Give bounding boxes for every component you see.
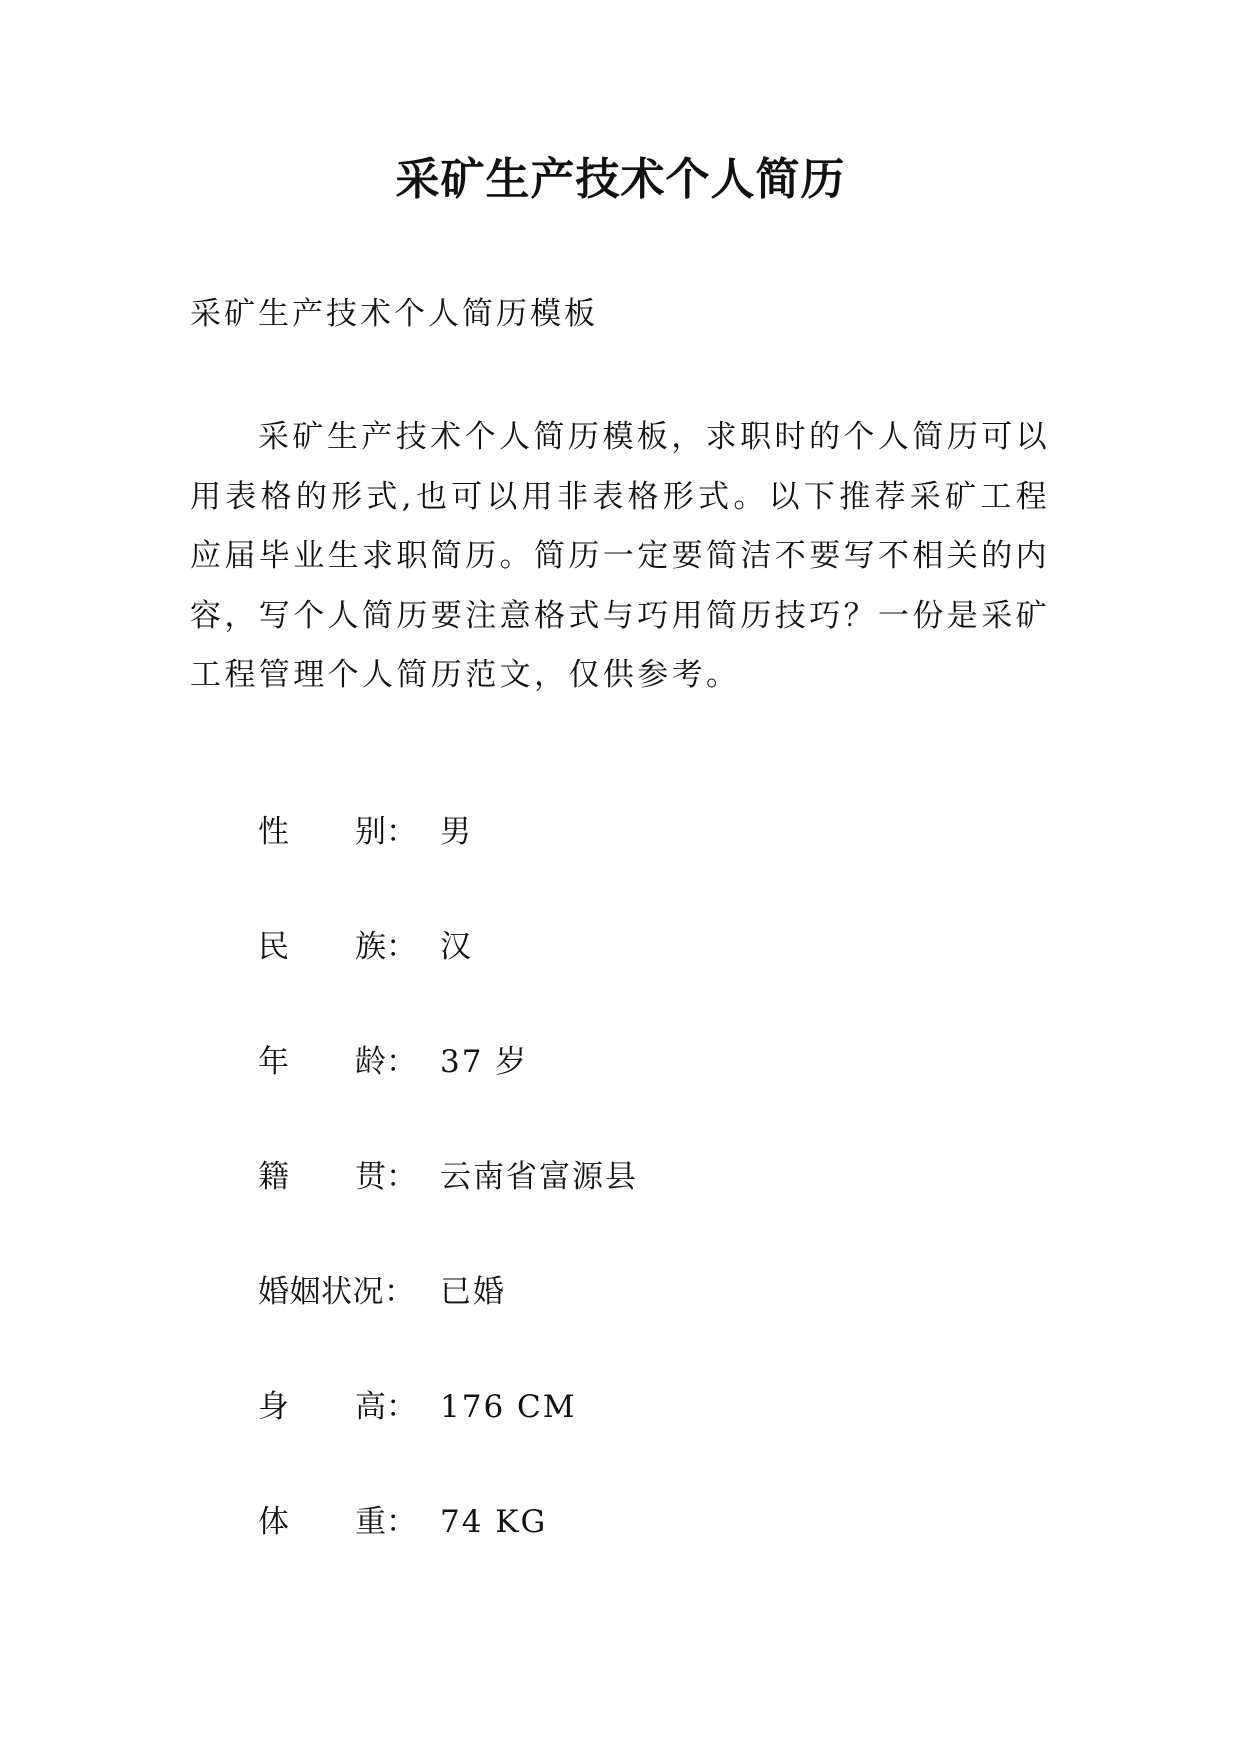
- field-value-hometown: 云南省富源县: [440, 1159, 638, 1195]
- field-value-marital-status: 已婚: [440, 1274, 506, 1310]
- field-hometown: [258, 1155, 638, 1199]
- field-label-first: 民: [258, 929, 289, 965]
- field-age: [258, 1040, 528, 1084]
- field-value-height: 176 CM: [440, 1389, 577, 1425]
- field-gender: [258, 810, 473, 854]
- intro-paragraph: 采矿生产技术个人简历模板，求职时的个人简历可以用表格的形式,也可以用非表格形式。以下推荐采矿工程应届毕业生求职简历。简历一定要简洁不要写不相关的内容，写个人简历要注意格式与巧用简历技巧？一份是采矿工程管理个人简历范文，仅供参考。: [190, 419, 1050, 693]
- field-weight: [258, 1500, 547, 1544]
- field-label-last: 贯：: [355, 1159, 417, 1195]
- document-title: 采矿生产技术个人简历: [395, 154, 846, 205]
- field-label: [258, 1270, 440, 1314]
- field-label-first: 体: [258, 1504, 289, 1540]
- field-label: [258, 1500, 440, 1544]
- field-label-first: 身: [258, 1389, 289, 1425]
- document-subtitle: 采矿生产技术个人简历模板: [190, 296, 598, 332]
- field-value-gender: 男: [440, 814, 473, 850]
- field-label-last: 龄：: [355, 1044, 417, 1080]
- field-label: [258, 1155, 440, 1199]
- field-label-full: 婚姻状况：: [258, 1274, 416, 1310]
- field-label-last: 高：: [355, 1389, 417, 1425]
- field-label-last: 族：: [355, 929, 417, 965]
- field-ethnicity: [258, 925, 473, 969]
- field-label-last: 别：: [355, 814, 417, 850]
- field-label: [258, 1040, 440, 1084]
- field-label-first: 性: [258, 814, 289, 850]
- field-label: [258, 810, 440, 854]
- field-label: [258, 1385, 440, 1429]
- field-label: [258, 925, 440, 969]
- field-height: [258, 1385, 576, 1429]
- field-label-first: 籍: [258, 1159, 289, 1195]
- field-value-weight: 74 KG: [440, 1504, 548, 1540]
- field-label-last: 重：: [355, 1504, 417, 1540]
- field-label-first: 年: [258, 1044, 289, 1080]
- field-value-age: 37 岁: [440, 1044, 529, 1080]
- field-marital-status: [258, 1270, 506, 1314]
- field-value-ethnicity: 汉: [440, 929, 473, 965]
